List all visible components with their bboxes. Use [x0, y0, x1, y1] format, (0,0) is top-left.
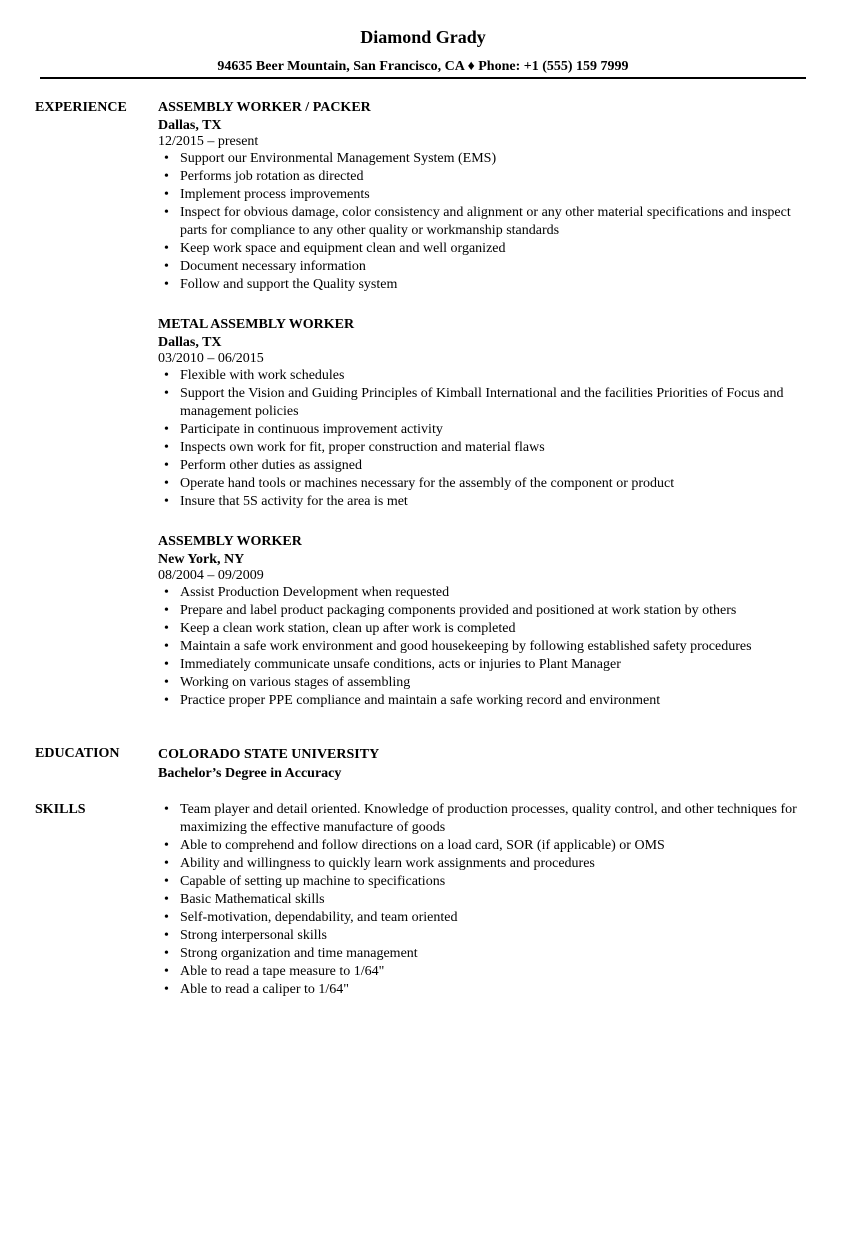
school-name: COLORADO STATE UNIVERSITY	[158, 747, 380, 762]
list-item: • Immediately communicate unsafe conditions, acts or injuries to Plant Manager	[158, 656, 808, 674]
list-item: • Inspects own work for fit, proper construction and material flaws	[158, 439, 808, 457]
list-item: • Practice proper PPE compliance and maintain a safe working record and environment	[158, 692, 808, 710]
education-body	[158, 745, 808, 783]
list-item: • Self-motivation, dependability, and team oriented	[158, 909, 808, 927]
list-item: • Able to read a tape measure to 1/64"	[158, 963, 808, 981]
section-label-education: EDUCATION	[35, 746, 120, 761]
list-item: • Follow and support the Quality system	[158, 276, 808, 294]
list-item: • Working on various stages of assembling	[158, 674, 808, 692]
list-item: • Prepare and label product packaging components provided and positioned at work station by others	[158, 602, 808, 620]
job-dates: 08/2004 – 09/2009	[158, 568, 264, 583]
job-title: ASSEMBLY WORKER / PACKER	[158, 100, 371, 115]
contact-line: 94635 Beer Mountain, San Francisco, CA ♦ Phone: +1 (555) 159 7999	[217, 59, 629, 74]
list-item: • Assist Production Development when requested	[158, 584, 808, 602]
list-item: • Document necessary information	[158, 258, 808, 276]
list-item: • Ability and willingness to quickly learn work assignments and procedures	[158, 855, 808, 873]
list-item: • Perform other duties as assigned	[158, 457, 808, 475]
header-divider	[40, 77, 806, 79]
experience-body	[158, 99, 808, 732]
list-item: • Capable of setting up machine to specifications	[158, 873, 808, 891]
list-item: • Implement process improvements	[158, 186, 808, 204]
list-item: • Inspect for obvious damage, color consistency and alignment or any other material specifications and inspect parts for compliance to any other quality or workmanship standards	[158, 204, 808, 240]
list-item: • Strong interpersonal skills	[158, 927, 808, 945]
job-duties-list	[158, 584, 808, 710]
section-label-skills: SKILLS	[35, 802, 86, 817]
section-label-experience: EXPERIENCE	[35, 100, 127, 115]
list-item: • Performs job rotation as directed	[158, 168, 808, 186]
list-item: • Strong organization and time management	[158, 945, 808, 963]
list-item: • Flexible with work schedules	[158, 367, 808, 385]
list-item: • Participate in continuous improvement activity	[158, 421, 808, 439]
list-item: • Basic Mathematical skills	[158, 891, 808, 909]
list-item: • Maintain a safe work environment and good housekeeping by following established safety procedures	[158, 638, 808, 656]
job-entry	[158, 533, 808, 710]
list-item: • Insure that 5S activity for the area is met	[158, 493, 808, 511]
list-item: • Operate hand tools or machines necessary for the assembly of the component or product	[158, 475, 808, 493]
job-location: New York, NY	[158, 552, 245, 567]
resume-name: Diamond Grady	[360, 27, 486, 47]
job-title: METAL ASSEMBLY WORKER	[158, 317, 355, 332]
degree-name: Bachelor’s Degree in Accuracy	[158, 766, 342, 781]
job-entry	[158, 316, 808, 511]
job-location: Dallas, TX	[158, 118, 222, 133]
job-duties-list	[158, 367, 808, 511]
skills-list	[158, 801, 808, 999]
list-item: • Support our Environmental Management System (EMS)	[158, 150, 808, 168]
list-item: • Keep work space and equipment clean and well organized	[158, 240, 808, 258]
list-item: • Able to comprehend and follow directions on a load card, SOR (if applicable) or OMS	[158, 837, 808, 855]
list-item: • Keep a clean work station, clean up after work is completed	[158, 620, 808, 638]
list-item: • Team player and detail oriented. Knowledge of production processes, quality control, and other techniques for maximizing the effective manufacture of goods	[158, 801, 808, 837]
job-title: ASSEMBLY WORKER	[158, 534, 302, 549]
job-dates: 12/2015 – present	[158, 134, 259, 149]
list-item: • Support the Vision and Guiding Principles of Kimball International and the facilities Priorities of Focus and management policies	[158, 385, 808, 421]
skills-body	[158, 801, 808, 999]
job-location: Dallas, TX	[158, 335, 222, 350]
job-dates: 03/2010 – 06/2015	[158, 351, 264, 366]
list-item: • Able to read a caliper to 1/64"	[158, 981, 808, 999]
job-duties-list	[158, 150, 808, 294]
job-entry	[158, 99, 808, 294]
